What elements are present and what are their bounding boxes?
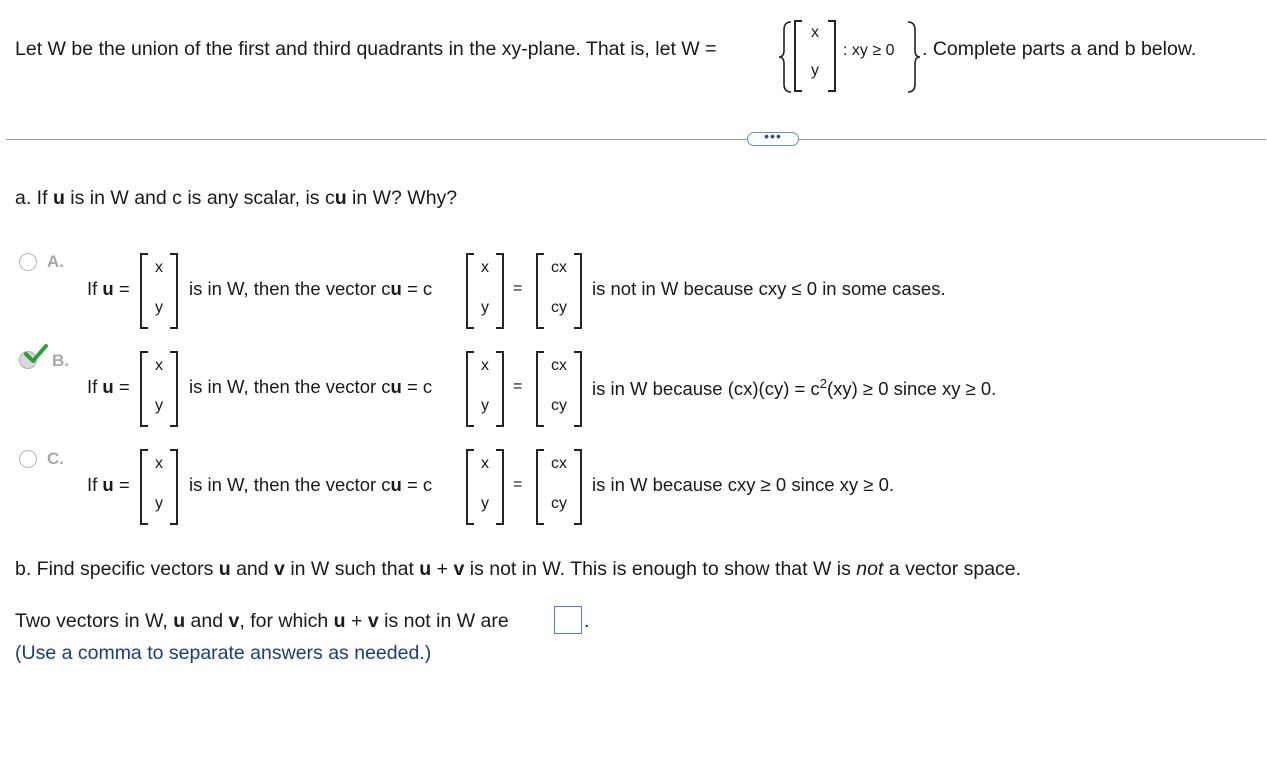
option-c-res-x: cx [551,455,567,472]
option-b-res-x: cx [551,357,567,374]
option-c-vec2-x: x [481,455,489,472]
option-c-letter: C. [47,449,64,468]
set-brace-right [905,20,921,94]
option-c-conclusion: is in W because cxy ≥ 0 since xy ≥ 0. [592,474,895,495]
option-a-mid [189,278,432,300]
part-b-ans-pre: Two vectors in W, [15,610,174,632]
option-c-vec-y: y [155,495,163,512]
answer-input[interactable] [554,606,582,634]
option-c-mid-eq: = c [406,474,433,495]
part-b-question [15,558,1021,581]
option-b-conclusion-sup: 2 [819,376,827,391]
option-c-result [536,449,582,525]
option-c-u: u [102,474,114,495]
option-a-conclusion: is not in W because cxy ≤ 0 in some cases. [592,278,946,299]
part-a-q-u2: u [334,187,347,209]
section-divider [6,139,1266,140]
option-a-vector [140,253,178,329]
part-b-q-v2: v [453,558,465,580]
more-button[interactable]: ••• [747,132,799,146]
part-b-q-u2: u [419,558,432,580]
option-c-mid-u: u [390,474,402,495]
option-a-mid-u: u [390,278,402,299]
option-a-res-y: cy [551,299,567,316]
option-b-mid-u: u [390,376,402,397]
part-b-ans-v: v [228,610,240,632]
answer-period: . [584,610,590,632]
option-b-if [87,376,130,398]
option-a-if [87,278,130,300]
part-b-q-plus: + [431,558,454,580]
option-a-vec2-x: x [481,259,489,276]
part-b-q-and: and [230,558,275,580]
option-b-vec-x: x [155,357,163,374]
part-b-q-mid: in W such that [284,558,420,580]
option-c-vector [140,449,178,525]
option-b-conclusion [592,376,996,400]
option-c-mid [189,474,432,496]
option-a-vec-x: x [155,259,163,276]
problem-intro-tail: . Complete parts a and b below. [922,38,1197,60]
option-b-mid [189,376,432,398]
option-b-vector2 [466,351,504,427]
option-a-vector2 [466,253,504,329]
option-b-vec2-x: x [481,357,489,374]
part-a-q-mid: is in W and c is any scalar, is c [64,187,335,209]
option-b-conclusion-pre: is in W because (cx)(cy) = c [592,378,820,400]
option-b-mid-text: is in W, then the vector c [189,376,391,397]
option-c-res-y: cy [551,495,567,512]
part-a-q-pre: a. If [15,187,53,209]
part-b-q-pre: b. Find specific vectors [15,558,219,580]
set-brace-left [778,20,794,94]
option-b-conclusion-post: (xy) ≥ 0 since xy ≥ 0. [826,378,997,400]
option-a-mid-text: is in W, then the vector c [189,278,391,299]
option-b-vec2-y: y [481,397,489,414]
option-b-vector [140,351,178,427]
part-b-ans-post: is not in W are [378,610,509,632]
part-b-q-u: u [218,558,231,580]
part-a-q-u: u [52,187,65,209]
option-a-letter: A. [47,252,64,271]
option-b-result [536,351,582,427]
option-c-vec-x: x [155,455,163,472]
part-b-q-v: v [274,558,285,580]
option-a-eq2: = [513,280,523,297]
option-c-if [87,474,130,496]
part-b-ans-u: u [173,610,186,632]
part-b-ans-u2: u [333,610,346,632]
option-c-eq2: = [513,476,523,493]
option-c-mid-text: is in W, then the vector c [189,474,391,495]
option-a-mid-eq: = c [406,278,433,299]
part-b-ans-plus: + [345,610,368,632]
part-b-q-not: not [856,558,884,580]
option-a-vec2-y: y [481,299,489,316]
part-b-ans-mid: , for which [239,610,334,632]
option-b-eq: = [118,376,130,397]
option-a-if-label: If [87,278,98,299]
set-condition: : xy ≥ 0 [843,42,895,59]
answer-hint: (Use a comma to separate answers as needed.) [15,642,432,664]
set-vector-matrix [794,20,836,92]
option-a-radio[interactable] [19,253,37,271]
part-b-q-mid2: is not in W. This is enough to show that W is [464,558,857,580]
option-c-if-label: If [87,474,98,495]
part-b-ans-and: and [185,610,229,632]
option-b-u: u [102,376,114,397]
option-c-eq: = [118,474,130,495]
option-c-vector2 [466,449,504,525]
option-a-vec-y: y [155,299,163,316]
part-b-ans-v2: v [367,610,379,632]
part-a-question [15,187,457,210]
problem-intro [15,38,717,61]
part-b-answer-line [15,610,509,633]
option-b-res-y: cy [551,397,567,414]
option-b-if-label: If [87,376,98,397]
option-c-radio[interactable] [19,450,37,468]
correct-check-icon [24,344,48,364]
option-c-vec2-y: y [481,495,489,512]
part-a-q-post: in W? Why? [346,187,458,209]
problem-intro-text: Let W be the union of the first and third quadrants in the xy-plane. That is, let W = [15,38,717,60]
option-b-eq2: = [513,378,523,395]
option-b-letter: B. [52,351,69,370]
option-a-result [536,253,582,329]
option-a-u: u [102,278,114,299]
part-b-q-post: a vector space. [883,558,1022,580]
set-vector-y: y [811,62,819,79]
set-vector-x: x [811,24,819,41]
option-a-eq: = [118,278,130,299]
option-b-vec-y: y [155,397,163,414]
option-a-res-x: cx [551,259,567,276]
option-b-mid-eq: = c [406,376,433,397]
